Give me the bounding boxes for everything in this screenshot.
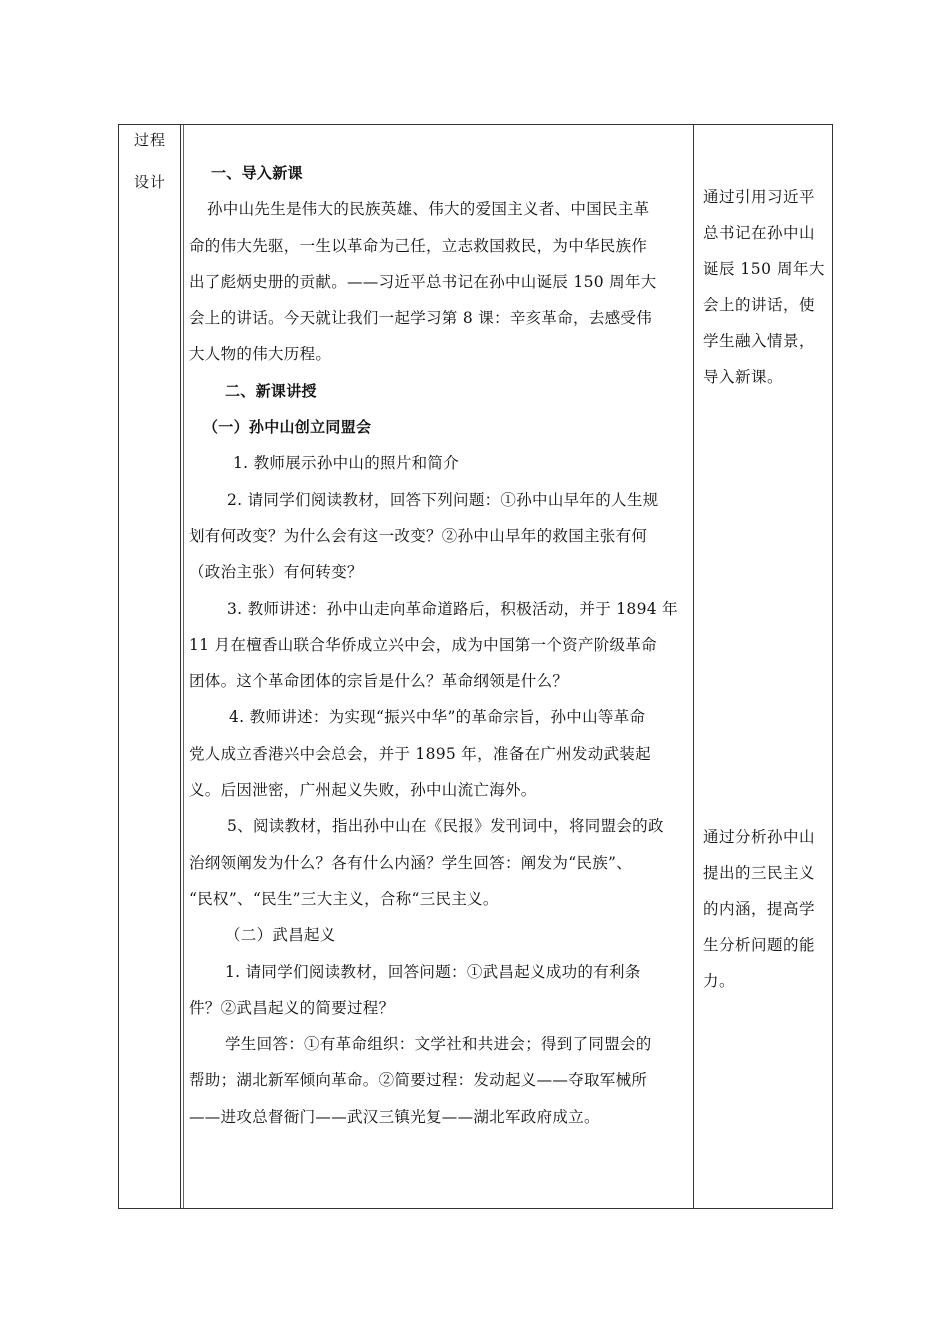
content-line: 孙中山先生是伟大的民族英雄、伟大的爱国主义者、中国民主革: [207, 200, 650, 219]
note-line: 总书记在孙中山: [703, 224, 816, 242]
content-line: 会上的讲话。今天就让我们一起学习第 8 课：辛亥革命，去感受伟: [189, 309, 653, 328]
content-line: 命的伟大先驱，一生以革命为己任，立志救国救民，为中华民族作: [189, 236, 648, 255]
content-line: 划有何改变？为什么会有这一改变？②孙中山早年的救国主张有何: [189, 526, 648, 545]
section-label: 过程: [134, 131, 167, 149]
note-line: 力。: [703, 972, 736, 990]
content-line: 1. 教师展示孙中山的照片和简介: [233, 454, 460, 473]
section-label: 设计: [134, 173, 167, 191]
content-line: 3. 教师讲述：孙中山走向革命道路后，积极活动，并于 1894 年: [227, 599, 678, 618]
note-line: 提出的三民主义: [703, 864, 816, 882]
content-line: 2. 请同学们阅读教材，回答下列问题：①孙中山早年的人生规: [227, 490, 659, 509]
note-line: 通过分析孙中山: [703, 828, 816, 846]
content-line: 出了彪炳史册的贡献。——习近平总书记在孙中山诞辰 150 周年大: [189, 272, 657, 291]
content-line: 11 月在檀香山联合华侨成立兴中会，成为中国第一个资产阶级革命: [189, 635, 657, 654]
note-line: 会上的讲话，使: [703, 296, 816, 314]
teaching-content-cell: [189, 155, 689, 1135]
content-line: 5、阅读教材，指出孙中山在《民报》发刊词中，将同盟会的政: [227, 817, 664, 836]
note-line: 导入新课。: [703, 368, 784, 386]
note-line: 诞辰 150 周年大: [703, 260, 825, 278]
content-line: 义。后因泄密，广州起义失败，孙中山流亡海外。: [189, 781, 537, 800]
content-line: 团体。这个革命团体的宗旨是什么？革命纲领是什么？: [189, 672, 569, 691]
content-line: 党人成立香港兴中会总会，并于 1895 年，准备在广州发动武装起: [189, 744, 651, 763]
content-line: 大人物的伟大历程。: [189, 345, 332, 364]
content-line: （二）武昌起义: [225, 926, 336, 945]
column-divider: [183, 125, 184, 1208]
column-divider: [693, 125, 694, 1208]
content-line: 二、新课讲授: [225, 381, 317, 400]
note-line: 生分析问题的能: [703, 936, 816, 954]
content-line: “民权”、“民生”三大主义，合称“三民主义。: [189, 889, 499, 908]
content-line: 件？②武昌起义的简要过程？: [189, 998, 395, 1017]
design-intent-note: [703, 819, 828, 999]
note-line: 的内涵，提高学: [703, 900, 816, 918]
content-line: 1. 请同学们阅读教材，回答问题：①武昌起义成功的有利条: [225, 962, 641, 981]
content-line: 治纲领阐发为什么？各有什么内涵？学生回答：阐发为“民族”、: [189, 853, 633, 872]
column-divider: [180, 125, 181, 1208]
content-line: 帮助；湖北新军倾向革命。②简要过程：发动起义——夺取军械所: [189, 1071, 648, 1090]
content-line: 4. 教师讲述：为实现“振兴中华”的革命宗旨，孙中山等革命: [229, 708, 646, 727]
content-line: （政治主张）有何转变？: [189, 563, 363, 582]
content-line: ——进攻总督衙门——武汉三镇光复——湖北军政府成立。: [189, 1107, 600, 1126]
note-line: 学生融入情景，: [703, 332, 816, 350]
content-line: （一）孙中山创立同盟会: [203, 418, 372, 437]
lesson-table: [118, 124, 833, 1209]
content-line: 一、导入新课: [211, 164, 303, 182]
note-line: 通过引用习近平: [703, 188, 816, 206]
design-intent-note: [703, 179, 828, 395]
content-line: 学生回答：①有革命组织：文学社和共进会；得到了同盟会的: [225, 1035, 652, 1054]
